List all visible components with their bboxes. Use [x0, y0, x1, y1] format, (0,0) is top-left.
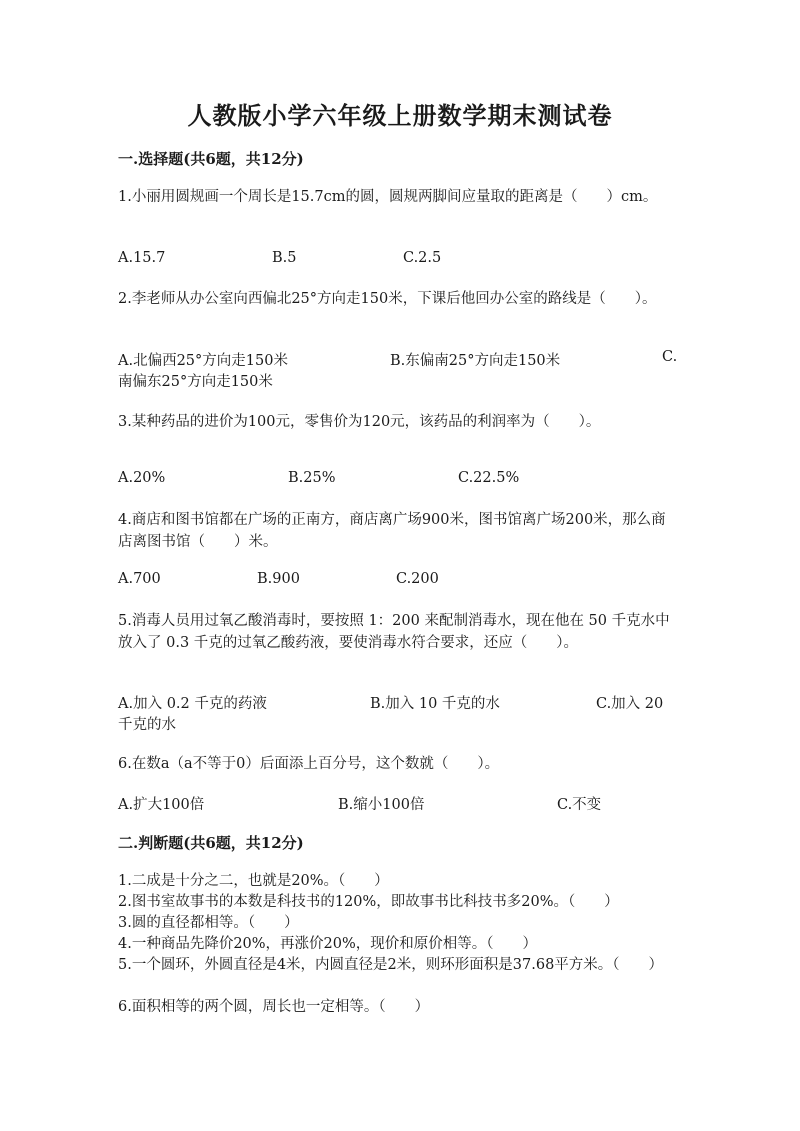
- q2-option-c: C.: [662, 349, 678, 365]
- page-title: 人教版小学六年级上册数学期末测试卷: [187, 101, 613, 130]
- q1-option-a: A.15.7: [118, 250, 166, 266]
- q6-option-a: A.扩大100倍: [118, 797, 205, 813]
- q5-option-b: B.加入 10 千克的水: [370, 696, 500, 712]
- q5-option-a: A.加入 0.2 千克的药液: [118, 696, 267, 712]
- judgment-item-4: 4.一种商品先降价20%，再涨价20%，现价和原价相等。（ ）: [118, 936, 538, 952]
- question-3: 3.某种药品的进价为100元，零售价为120元，该药品的利润率为（ ）。: [118, 414, 601, 430]
- section-heading-judgment: 二.判断题(共6题，共12分): [118, 834, 304, 852]
- judgment-item-1: 1.二成是十分之二，也就是20%。（ ）: [118, 873, 389, 889]
- judgment-item-2: 2.图书室故事书的本数是科技书的120%，即故事书比科技书多20%。（ ）: [118, 894, 619, 910]
- question-4: 4.商店和图书馆都在广场的正南方，商店离广场900米，图书馆离广场200米，那么商店离图书馆（ ）米。: [118, 512, 666, 550]
- q3-option-c: C.22.5%: [458, 470, 520, 486]
- judgment-item-3: 3.圆的直径都相等。（ ）: [118, 915, 299, 931]
- q4-option-c: C.200: [396, 571, 439, 587]
- q5-option-c: C.加入 20: [596, 696, 664, 712]
- q2-option-b: B.东偏南25°方向走150米: [390, 353, 561, 369]
- question-2: 2.李老师从办公室向西偏北25°方向走150米，下课后他回办公室的路线是（ ）。: [118, 291, 657, 307]
- q5-option-c-text: 千克的水: [118, 717, 176, 733]
- q2-option-c-text: 南偏东25°方向走150米: [118, 374, 273, 390]
- q4-option-a: A.700: [118, 571, 161, 587]
- q6-option-b: B.缩小100倍: [338, 797, 425, 813]
- q1-option-b: B.5: [272, 250, 297, 266]
- q4-option-b: B.900: [257, 571, 300, 587]
- q3-option-b: B.25%: [288, 470, 336, 486]
- q2-option-a: A.北偏西25°方向走150米: [118, 353, 288, 369]
- question-5: 5.消毒人员用过氧乙酸消毒时，要按照 1：200 来配制消毒水，现在他在 50 千克水中放入了 0.3 千克的过氧乙酸药液，要使消毒水符合要求，还应（ ）。: [118, 613, 670, 651]
- question-1: 1.小丽用圆规画一个周长是15.7cm的圆，圆规两脚间应量取的距离是（ ）cm。: [118, 189, 658, 205]
- q1-option-c: C.2.5: [403, 250, 442, 266]
- q3-option-a: A.20%: [118, 470, 166, 486]
- judgment-item-6: 6.面积相等的两个圆，周长也一定相等。（ ）: [118, 999, 430, 1015]
- question-6: 6.在数a（a不等于0）后面添上百分号，这个数就（ ）。: [118, 756, 500, 772]
- section-heading-choice: 一.选择题(共6题，共12分): [118, 150, 304, 168]
- q6-option-c: C.不变: [557, 797, 602, 813]
- judgment-item-5: 5.一个圆环，外圆直径是4米，内圆直径是2米，则环形面积是37.68平方米。（ ）: [118, 957, 664, 973]
